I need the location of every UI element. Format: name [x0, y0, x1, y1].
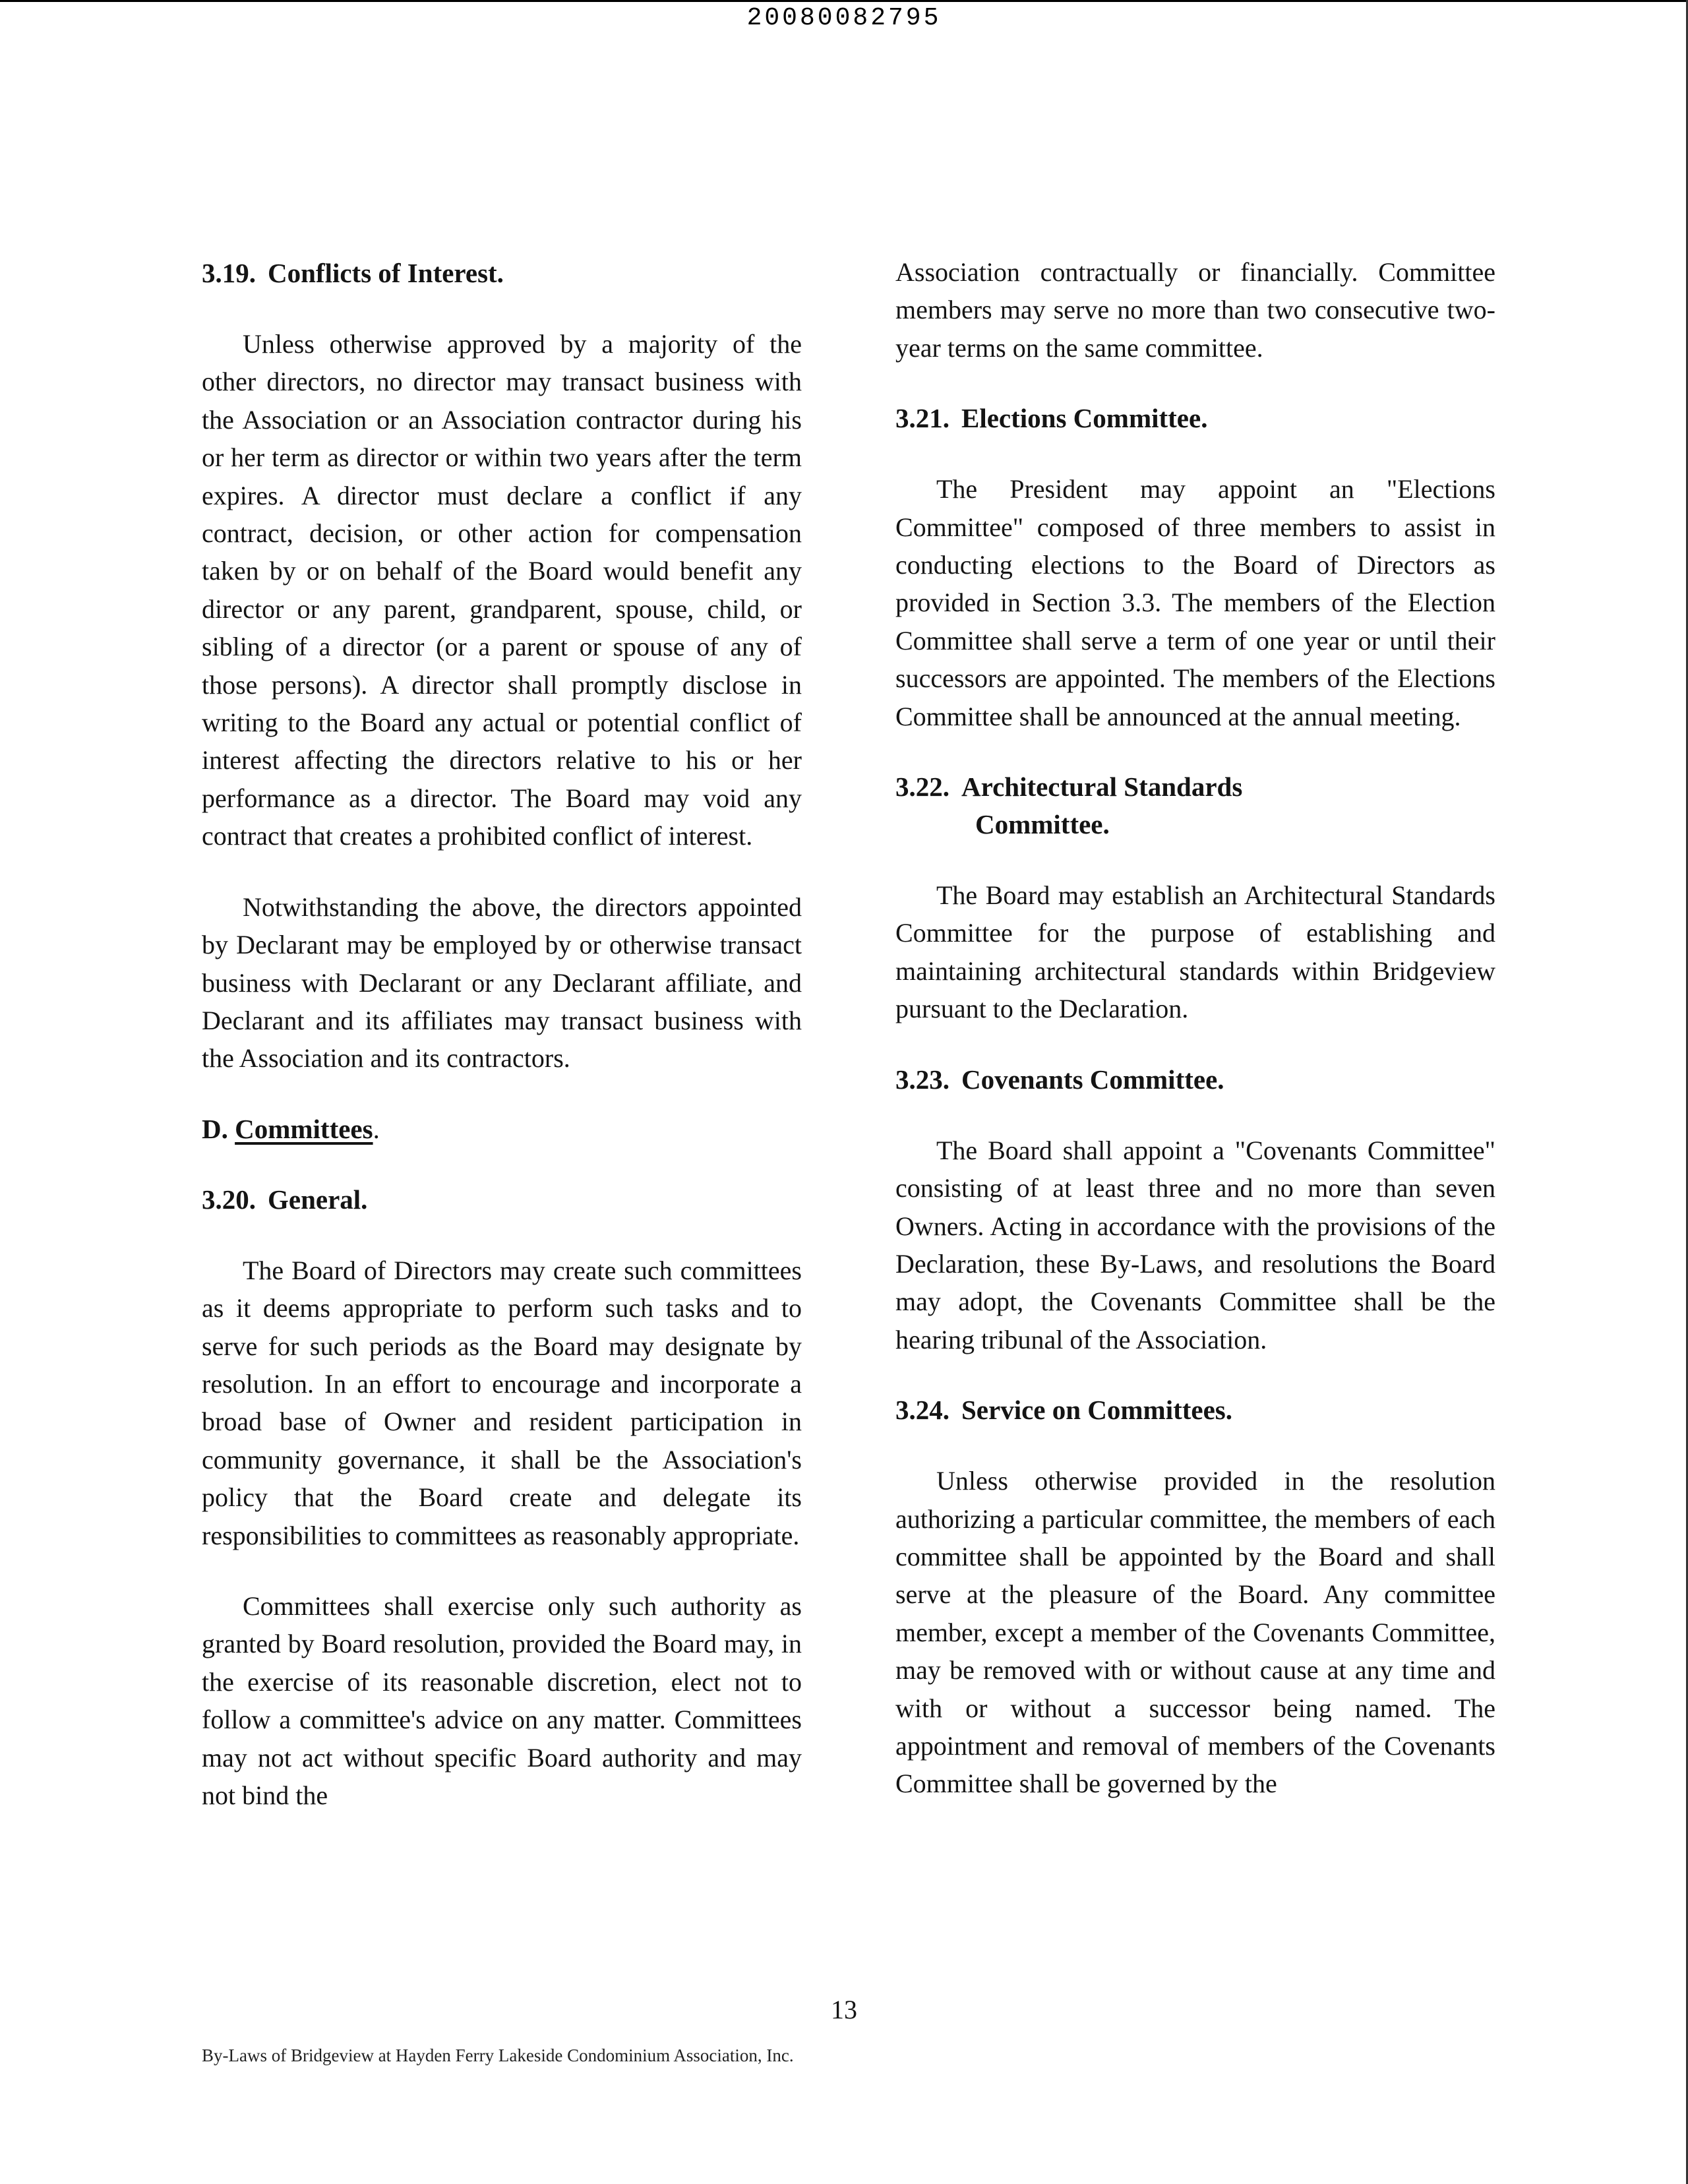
- section-3-20-paragraph-1: The Board of Directors may create such committees as it deems appropriate to perform such tasks and to serve for such periods as the Board may designate by resolution. In an effort to encourage and incorporate a broad base of Owner and resident participation in community governance, it shall be the Association's policy that the Board create and delegate its responsibilities to committees as reasonably appropriate.: [202, 1255, 802, 1550]
- left-column: [202, 255, 802, 1814]
- section-3-19-paragraph-1: Unless otherwise approved by a majority of the other directors, no director may transact business with the Association or an Association contractor during his or her term as director or within two years after the term expires. A director must declare a conflict if any contract, decision, or other action for compensation taken by or on behalf of the Board would benefit any director or any parent, grandparent, spouse, child, or sibling of a director (or a parent or spouse of any of those persons). A director shall promptly disclose in writing to the Board any actual or potential conflict of interest affecting the directors relative to his or her performance as a director. The Board may void any contract that creates a prohibited conflict of interest.: [202, 329, 802, 851]
- section-title-line-2: Committee.: [975, 809, 1110, 840]
- section-3-21-paragraph-1: The President may appoint an "Elections Committee" composed of three members to assist in conducting elections to the Board of Directors as provided in Section 3.3. The members of the Election Committee shall serve a term of one year or until their successors are appointed. The members of the Elections Committee shall be announced at the annual meeting.: [895, 474, 1495, 731]
- section-3-23-heading: [895, 1061, 1495, 1099]
- section-3-22-paragraph-1: The Board may establish an Architectural Standards Committee for the purpose of establishing and maintaining architectural standards within Bridgeview pursuant to the Declaration.: [895, 880, 1495, 1024]
- section-3-20-heading: [202, 1181, 802, 1219]
- section-d-heading: [202, 1110, 802, 1148]
- section-number: 3.22.: [895, 772, 950, 803]
- section-title: Covenants Committee.: [961, 1064, 1224, 1095]
- section-title: Service on Committees.: [961, 1395, 1233, 1426]
- section-title: Committees: [235, 1113, 373, 1144]
- footer-text: By-Laws of Bridgeview at Hayden Ferry Lakeside Condominium Association, Inc.: [202, 2046, 794, 2065]
- section-3-20-continuation: Association contractually or financially. Committee members may serve no more than two consecutive two-year terms on the same committee.: [895, 257, 1495, 363]
- section-title-period: .: [373, 1113, 380, 1144]
- section-3-19-heading: [202, 255, 802, 292]
- section-letter: D.: [202, 1113, 228, 1144]
- page-number: 13: [831, 1995, 857, 2024]
- document-number: 20080082795: [746, 4, 942, 32]
- section-3-24-heading: [895, 1391, 1495, 1429]
- section-3-20-paragraph-2: Committees shall exercise only such authority as granted by Board resolution, provided the Board may, in the exercise of its reasonable discretion, elect not to follow a committee's advice on any matter. Committees may not act without specific Board authority and may not bind the: [202, 1591, 802, 1810]
- section-number: 3.23.: [895, 1064, 950, 1095]
- section-title-line-1: Architectural Standards: [961, 772, 1243, 803]
- section-number: 3.20.: [202, 1184, 256, 1215]
- section-title: Conflicts of Interest.: [268, 258, 504, 288]
- top-border: [0, 0, 1688, 2]
- section-3-23-paragraph-1: The Board shall appoint a "Covenants Committee" consisting of at least three and no more than seven Owners. Acting in accordance with the provisions of the Declaration, these By-Laws, and resolutions the Board may adopt, the Covenants Committee shall be the hearing tribunal of the Association.: [895, 1135, 1495, 1354]
- section-3-24-paragraph-1: Unless otherwise provided in the resolution authorizing a particular committee, the members of each committee shall be appointed by the Board and shall serve at the pleasure of the Board. Any committee member, except a member of the Covenants Committee, may be removed with or without cause at any time and with or without a successor being named. The appointment and removal of members of the Covenants Committee shall be governed by the: [895, 1466, 1495, 1799]
- section-3-21-heading: [895, 400, 1495, 437]
- section-3-19-paragraph-2: Notwithstanding the above, the directors appointed by Declarant may be employed by or otherwise transact business with Declarant or any Declarant affiliate, and Declarant and its affiliates may transact business with the Association and its contractors.: [202, 892, 802, 1074]
- section-number: 3.24.: [895, 1395, 950, 1426]
- section-title: General.: [268, 1184, 368, 1215]
- section-number: 3.21.: [895, 403, 950, 434]
- section-title: Elections Committee.: [961, 403, 1208, 434]
- section-3-22-heading: [895, 768, 1495, 843]
- right-column: [895, 253, 1495, 1803]
- section-number: 3.19.: [202, 258, 256, 288]
